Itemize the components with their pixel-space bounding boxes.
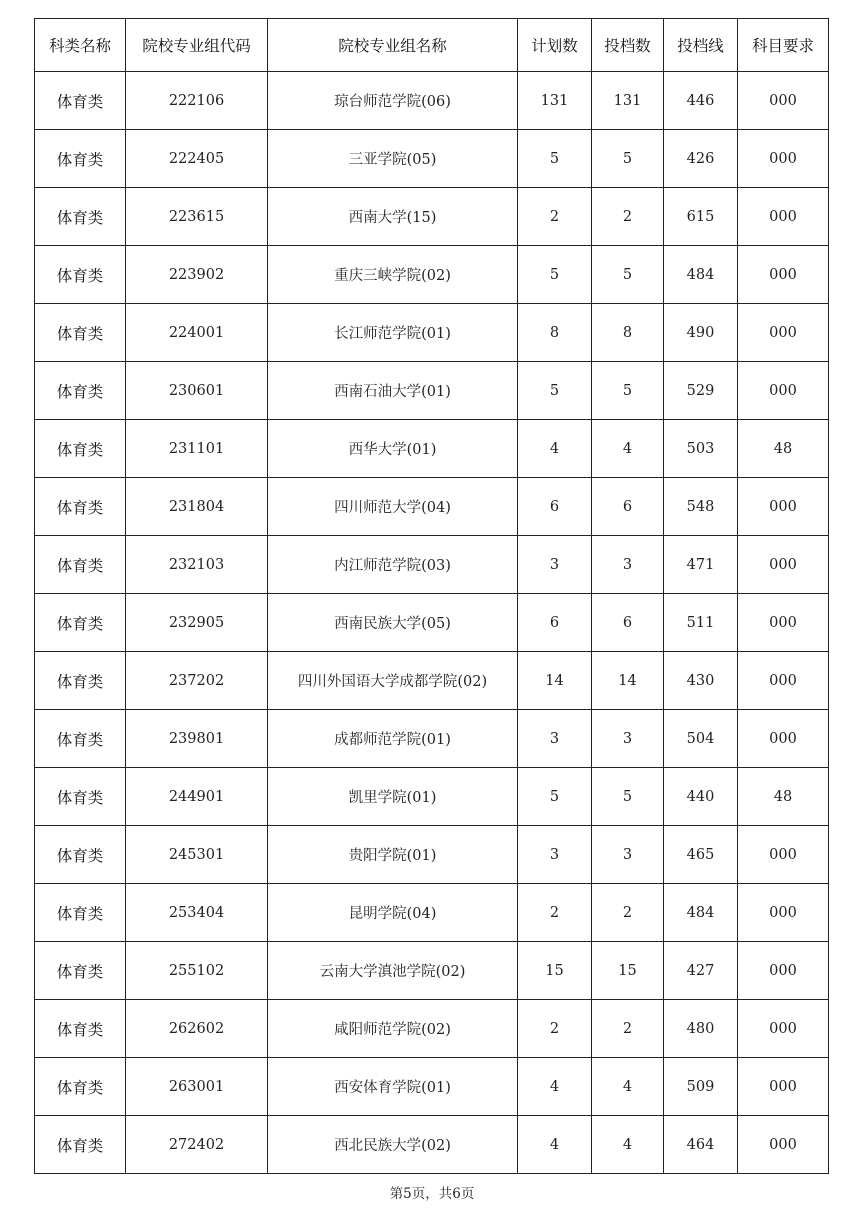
subject-req-cell: 000	[738, 304, 829, 362]
group-name-cell: 咸阳师范学院(02)	[268, 1000, 518, 1058]
table-row	[35, 594, 829, 652]
cutoff-score-cell: 440	[664, 768, 738, 826]
cutoff-score-cell: 480	[664, 1000, 738, 1058]
category-cell: 体育类	[35, 536, 126, 594]
filed-count-cell: 5	[592, 768, 664, 826]
plan-count-cell: 5	[518, 246, 592, 304]
plan-count-cell: 3	[518, 826, 592, 884]
header-cell: 科目要求	[738, 19, 829, 72]
plan-count-cell: 14	[518, 652, 592, 710]
table-row	[35, 710, 829, 768]
plan-count-cell: 2	[518, 884, 592, 942]
subject-req-cell: 000	[738, 594, 829, 652]
table-row	[35, 942, 829, 1000]
category-cell: 体育类	[35, 826, 126, 884]
cutoff-score-cell: 446	[664, 72, 738, 130]
plan-count-cell: 2	[518, 188, 592, 246]
group-name-cell: 凯里学院(01)	[268, 768, 518, 826]
table-row	[35, 884, 829, 942]
group-code-cell: 237202	[126, 652, 268, 710]
table-row	[35, 246, 829, 304]
cutoff-score-cell: 471	[664, 536, 738, 594]
cutoff-score-cell: 484	[664, 884, 738, 942]
plan-count-cell: 5	[518, 130, 592, 188]
filed-count-cell: 2	[592, 884, 664, 942]
subject-req-cell: 000	[738, 884, 829, 942]
category-cell: 体育类	[35, 304, 126, 362]
plan-count-cell: 3	[518, 710, 592, 768]
group-code-cell: 231804	[126, 478, 268, 536]
filed-count-cell: 6	[592, 594, 664, 652]
group-code-cell: 244901	[126, 768, 268, 826]
header-row	[35, 19, 829, 72]
filed-count-cell: 6	[592, 478, 664, 536]
header-cell: 院校专业组代码	[126, 19, 268, 72]
subject-req-cell: 000	[738, 1116, 829, 1174]
filed-count-cell: 2	[592, 188, 664, 246]
subject-req-cell: 000	[738, 130, 829, 188]
subject-req-cell: 000	[738, 710, 829, 768]
group-name-cell: 西南大学(15)	[268, 188, 518, 246]
table-row	[35, 304, 829, 362]
group-name-cell: 成都师范学院(01)	[268, 710, 518, 768]
plan-count-cell: 8	[518, 304, 592, 362]
filed-count-cell: 5	[592, 246, 664, 304]
group-code-cell: 223615	[126, 188, 268, 246]
cutoff-score-cell: 615	[664, 188, 738, 246]
category-cell: 体育类	[35, 72, 126, 130]
cutoff-score-cell: 511	[664, 594, 738, 652]
category-cell: 体育类	[35, 942, 126, 1000]
table-row	[35, 362, 829, 420]
subject-req-cell: 000	[738, 826, 829, 884]
cutoff-score-cell: 464	[664, 1116, 738, 1174]
category-cell: 体育类	[35, 1000, 126, 1058]
group-name-cell: 西安体育学院(01)	[268, 1058, 518, 1116]
filed-count-cell: 14	[592, 652, 664, 710]
category-cell: 体育类	[35, 362, 126, 420]
table-row	[35, 1000, 829, 1058]
subject-req-cell: 000	[738, 942, 829, 1000]
filed-count-cell: 5	[592, 130, 664, 188]
group-code-cell: 222405	[126, 130, 268, 188]
cutoff-score-cell: 484	[664, 246, 738, 304]
table-row	[35, 652, 829, 710]
table-row	[35, 536, 829, 594]
plan-count-cell: 3	[518, 536, 592, 594]
group-code-cell: 245301	[126, 826, 268, 884]
category-cell: 体育类	[35, 1116, 126, 1174]
subject-req-cell: 000	[738, 188, 829, 246]
table-row	[35, 1058, 829, 1116]
filed-count-cell: 5	[592, 362, 664, 420]
page-number: 第5页，共6页	[389, 1186, 475, 1202]
group-name-cell: 四川外国语大学成都学院(02)	[268, 652, 518, 710]
plan-count-cell: 4	[518, 1116, 592, 1174]
subject-req-cell: 000	[738, 652, 829, 710]
plan-count-cell: 6	[518, 594, 592, 652]
group-code-cell: 230601	[126, 362, 268, 420]
subject-req-cell: 000	[738, 1000, 829, 1058]
category-cell: 体育类	[35, 1058, 126, 1116]
group-code-cell: 263001	[126, 1058, 268, 1116]
header-cell: 投档线	[664, 19, 738, 72]
header-cell: 科类名称	[35, 19, 126, 72]
header-cell: 投档数	[592, 19, 664, 72]
plan-count-cell: 2	[518, 1000, 592, 1058]
header-cell: 院校专业组名称	[268, 19, 518, 72]
filed-count-cell: 3	[592, 710, 664, 768]
group-code-cell: 232103	[126, 536, 268, 594]
group-code-cell: 222106	[126, 72, 268, 130]
subject-req-cell: 000	[738, 246, 829, 304]
filed-count-cell: 8	[592, 304, 664, 362]
cutoff-score-cell: 503	[664, 420, 738, 478]
group-name-cell: 昆明学院(04)	[268, 884, 518, 942]
subject-req-cell: 000	[738, 1058, 829, 1116]
group-name-cell: 西华大学(01)	[268, 420, 518, 478]
subject-req-cell: 000	[738, 72, 829, 130]
filed-count-cell: 4	[592, 1116, 664, 1174]
plan-count-cell: 5	[518, 362, 592, 420]
table-row	[35, 768, 829, 826]
plan-count-cell: 131	[518, 72, 592, 130]
group-code-cell: 224001	[126, 304, 268, 362]
filed-count-cell: 131	[592, 72, 664, 130]
group-code-cell: 239801	[126, 710, 268, 768]
group-name-cell: 内江师范学院(03)	[268, 536, 518, 594]
category-cell: 体育类	[35, 652, 126, 710]
table-row	[35, 72, 829, 130]
plan-count-cell: 4	[518, 1058, 592, 1116]
category-cell: 体育类	[35, 594, 126, 652]
group-name-cell: 西北民族大学(02)	[268, 1116, 518, 1174]
cutoff-score-cell: 509	[664, 1058, 738, 1116]
filed-count-cell: 2	[592, 1000, 664, 1058]
category-cell: 体育类	[35, 130, 126, 188]
group-name-cell: 西南石油大学(01)	[268, 362, 518, 420]
plan-count-cell: 15	[518, 942, 592, 1000]
group-code-cell: 272402	[126, 1116, 268, 1174]
cutoff-score-cell: 529	[664, 362, 738, 420]
category-cell: 体育类	[35, 884, 126, 942]
cutoff-score-cell: 490	[664, 304, 738, 362]
table-row	[35, 130, 829, 188]
table-row	[35, 826, 829, 884]
header-cell: 计划数	[518, 19, 592, 72]
group-name-cell: 重庆三峡学院(02)	[268, 246, 518, 304]
table-row	[35, 420, 829, 478]
category-cell: 体育类	[35, 188, 126, 246]
filed-count-cell: 15	[592, 942, 664, 1000]
category-cell: 体育类	[35, 246, 126, 304]
group-name-cell: 贵阳学院(01)	[268, 826, 518, 884]
cutoff-score-cell: 427	[664, 942, 738, 1000]
filed-count-cell: 4	[592, 420, 664, 478]
subject-req-cell: 000	[738, 536, 829, 594]
category-cell: 体育类	[35, 710, 126, 768]
group-name-cell: 云南大学滇池学院(02)	[268, 942, 518, 1000]
table-row	[35, 1116, 829, 1174]
cutoff-score-cell: 548	[664, 478, 738, 536]
group-name-cell: 西南民族大学(05)	[268, 594, 518, 652]
subject-req-cell: 48	[738, 420, 829, 478]
plan-count-cell: 4	[518, 420, 592, 478]
admission-table	[34, 18, 829, 1174]
group-code-cell: 253404	[126, 884, 268, 942]
filed-count-cell: 4	[592, 1058, 664, 1116]
group-code-cell: 255102	[126, 942, 268, 1000]
subject-req-cell: 48	[738, 768, 829, 826]
cutoff-score-cell: 430	[664, 652, 738, 710]
group-name-cell: 四川师范大学(04)	[268, 478, 518, 536]
group-code-cell: 262602	[126, 1000, 268, 1058]
plan-count-cell: 5	[518, 768, 592, 826]
filed-count-cell: 3	[592, 826, 664, 884]
cutoff-score-cell: 465	[664, 826, 738, 884]
cutoff-score-cell: 504	[664, 710, 738, 768]
group-name-cell: 琼台师范学院(06)	[268, 72, 518, 130]
group-name-cell: 长江师范学院(01)	[268, 304, 518, 362]
table-row	[35, 188, 829, 246]
filed-count-cell: 3	[592, 536, 664, 594]
category-cell: 体育类	[35, 768, 126, 826]
subject-req-cell: 000	[738, 362, 829, 420]
group-code-cell: 231101	[126, 420, 268, 478]
group-code-cell: 223902	[126, 246, 268, 304]
subject-req-cell: 000	[738, 478, 829, 536]
category-cell: 体育类	[35, 478, 126, 536]
table-row	[35, 478, 829, 536]
cutoff-score-cell: 426	[664, 130, 738, 188]
group-name-cell: 三亚学院(05)	[268, 130, 518, 188]
plan-count-cell: 6	[518, 478, 592, 536]
category-cell: 体育类	[35, 420, 126, 478]
group-code-cell: 232905	[126, 594, 268, 652]
